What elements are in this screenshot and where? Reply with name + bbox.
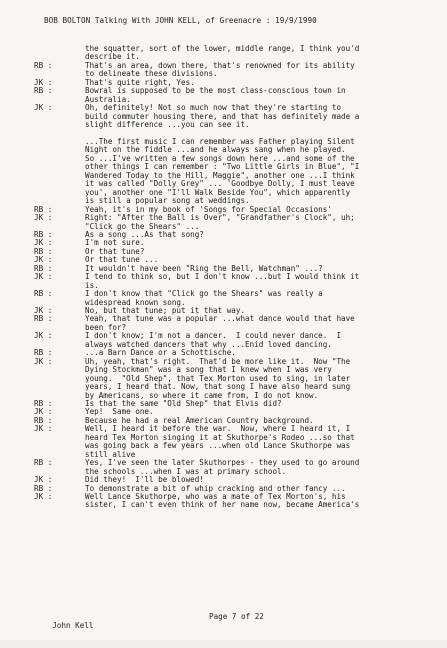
- text-line: Well Lance Skuthorpe, who was a mate of Tex Morton's, his: [85, 492, 346, 501]
- speaker-label: RB :: [34, 263, 53, 273]
- speaker-label: [34, 45, 85, 62]
- text-line: That's quite right, Yes.: [85, 77, 195, 87]
- text-line: build commuter housing there, and that has definitely made a: [85, 111, 360, 121]
- text-line: Night on the fiddle ...and he always sang when he played.: [85, 145, 346, 155]
- text-line: describe it.: [85, 52, 140, 62]
- page-header: BOB BOLTON Talking With JOHN KELL, of Greenacre : 19/9/1990: [44, 16, 317, 25]
- text-line: other things I can remember : "Two Little Girls in Blue", "I: [85, 162, 360, 172]
- speaker-label: [34, 138, 85, 206]
- text-line: was going back a few years ...when old Lance Skuthorpe was: [85, 441, 351, 451]
- dialogue-entry: [34, 332, 424, 349]
- text-line: That's an area, down there, that's renowned for its ability: [85, 60, 355, 70]
- dialogue-entry: [34, 315, 424, 332]
- text-line: widespread known song.: [85, 297, 186, 307]
- text-line: ...a Barn Dance or a Schottische.: [85, 348, 236, 358]
- speaker-label: JK :: [34, 272, 53, 282]
- page-footer: [34, 612, 264, 648]
- dialogue-text: [85, 425, 424, 459]
- text-line: "Click go the Shears" ...: [85, 221, 200, 231]
- speaker-label: RB :: [34, 399, 53, 409]
- speaker-label: JK :: [34, 213, 53, 223]
- dialogue-entry: [34, 425, 424, 459]
- text-line: I tend to think so, but I don't know ...but I would think it: [85, 272, 360, 282]
- dialogue-text: [85, 493, 424, 510]
- text-line: heard Tex Morton singing it at Skuthorpe's Rodeo ...so that: [85, 432, 355, 442]
- speaker-label: JK :: [34, 424, 53, 434]
- dialogue-text: [85, 332, 424, 349]
- dialogue-text: [85, 273, 424, 290]
- speaker-label: RB :: [34, 289, 53, 299]
- text-line: the schools ...when I was at primary school.: [85, 466, 287, 476]
- dialogue-entry: [34, 45, 424, 62]
- dialogue-entry: [34, 87, 424, 104]
- speaker-label: JK :: [34, 77, 53, 87]
- text-line: by Americans, so where it came from, I do not know.: [85, 390, 319, 400]
- text-line: slight difference ...you can see it.: [85, 120, 250, 130]
- text-line: Bowral is supposed to be the most class-conscious town in: [85, 86, 346, 96]
- dialogue-text: [85, 315, 424, 332]
- text-line: Yep! Same one.: [85, 407, 154, 417]
- speaker-label: RB :: [34, 458, 53, 468]
- text-line: been for?: [85, 322, 127, 332]
- text-line: Right: "After the Ball is Over", "Grandfather's Clock", uh;: [85, 213, 355, 223]
- speaker-label: RB :: [34, 246, 53, 256]
- text-line: still alive: [85, 449, 136, 459]
- dialogue-entry: [34, 62, 424, 79]
- text-line: Yeah, that tune was a popular ...what dance would that have: [85, 314, 355, 324]
- speaker-label: JK :: [34, 255, 53, 265]
- dialogue-text: [85, 459, 424, 476]
- dialogue-entry: [34, 493, 424, 510]
- text-line: Dying Stockman" was a song that I knew when I was very: [85, 365, 332, 375]
- dialogue-entry: [34, 138, 424, 206]
- dialogue-text: [85, 104, 424, 129]
- text-line: No, but that tune; put it that way.: [85, 306, 246, 316]
- text-line: Uh, yeah, that's right. That'd be more like it. Now "The: [85, 356, 351, 366]
- dialogue-entry: [34, 104, 424, 129]
- dialogue-entry: [34, 290, 424, 307]
- footer-name: John Kell: [52, 621, 94, 630]
- dialogue-text: [85, 45, 424, 62]
- dialogue-entry: [34, 358, 424, 400]
- text-line: Because he had a real American Country background.: [85, 415, 314, 425]
- speaker-label: JK :: [34, 356, 53, 366]
- text-line: is still a popular song at weddings.: [85, 196, 250, 206]
- text-line: Or that tune?: [85, 246, 145, 256]
- text-line: So ...I've written a few songs down here ...and some of the: [85, 153, 355, 163]
- speaker-label: JK :: [34, 306, 53, 316]
- text-line: young. "Old Shep", that Tex Morton used to sing, in later: [85, 373, 351, 383]
- text-line: It wouldn't have been "Ring the Bell, Watchman" ...?: [85, 263, 323, 273]
- text-line: To demonstrate a bit of whip cracking and other fancy ...: [85, 483, 346, 493]
- text-line: Yes, I've seen the later Skuthorpes - they used to go around: [85, 458, 360, 468]
- text-line: years, I heard that. Now, that song I have also heard sung: [85, 382, 351, 392]
- text-line: Wandered Today to the Hill, Maggie", another one ...I think: [85, 170, 355, 180]
- text-line: Did they! I'll be blowed!: [85, 475, 204, 485]
- speaker-label: RB :: [34, 204, 53, 214]
- text-line: Oh, definitely! Not so much now that they're starting to: [85, 103, 342, 113]
- dialogue-text: [85, 358, 424, 400]
- speaker-label: RB :: [34, 483, 53, 493]
- dialogue-entry: [34, 459, 424, 476]
- text-line: Well, I heard it before the war. Now, where I heard it, I: [85, 424, 351, 434]
- text-line: always watched dancers that why ...Enid loved dancing.: [85, 339, 332, 349]
- text-line: is.: [85, 280, 99, 290]
- text-line: to delineate these divisions.: [85, 69, 218, 79]
- speaker-label: RB :: [34, 86, 53, 96]
- speaker-label: JK :: [34, 331, 53, 341]
- text-line: I don't know that "Click go the Shears" was really a: [85, 289, 323, 299]
- transcript-body: [34, 45, 424, 510]
- dialogue-text: [85, 290, 424, 307]
- speaker-label: JK :: [34, 492, 53, 501]
- dialogue-entry: [34, 273, 424, 290]
- text-line: Australia.: [85, 94, 131, 104]
- text-line: I'm not sure.: [85, 238, 145, 248]
- text-line: Is that the same "Old Shep" that Elvis did?: [85, 399, 282, 409]
- speaker-label: RB :: [34, 60, 53, 70]
- text-line: I don't know; I'm not a dancer. I could never dance. I: [85, 331, 342, 341]
- text-line: ...The first music I can remember was Father playing Silent: [85, 136, 355, 146]
- text-line: it was called "Dolly Grey" ... 'Goodbye Dolly, I must leave: [85, 179, 355, 189]
- dialogue-text: [85, 62, 424, 79]
- speaker-label: RB :: [34, 229, 53, 239]
- text-line: Or that tune ...: [85, 255, 159, 265]
- speaker-label: JK :: [34, 407, 53, 417]
- speaker-label: RB :: [34, 415, 53, 425]
- dialogue-entry: [34, 214, 424, 231]
- footer-page-number: Page 7 of 22: [209, 612, 264, 621]
- text-line: the squatter, sort of the lower, middle range, I think you'd: [85, 44, 360, 53]
- dialogue-text: [85, 87, 424, 104]
- speaker-label: RB :: [34, 314, 53, 324]
- speaker-label: RB :: [34, 348, 53, 358]
- text-line: you', another one "I'll Walk Beside You", which apparently: [85, 187, 351, 197]
- dialogue-text: [85, 214, 424, 231]
- dialogue-text: [85, 138, 424, 206]
- text-line: sister, I can't even think of her name now, became America's: [85, 500, 360, 510]
- speaker-label: JK :: [34, 103, 53, 113]
- text-line: As a song ...As that song?: [85, 229, 204, 239]
- speaker-label: JK :: [34, 238, 53, 248]
- speaker-label: JK :: [34, 475, 53, 485]
- text-line: Yeah, it's in my book of 'Songs for Special Occasions': [85, 204, 332, 214]
